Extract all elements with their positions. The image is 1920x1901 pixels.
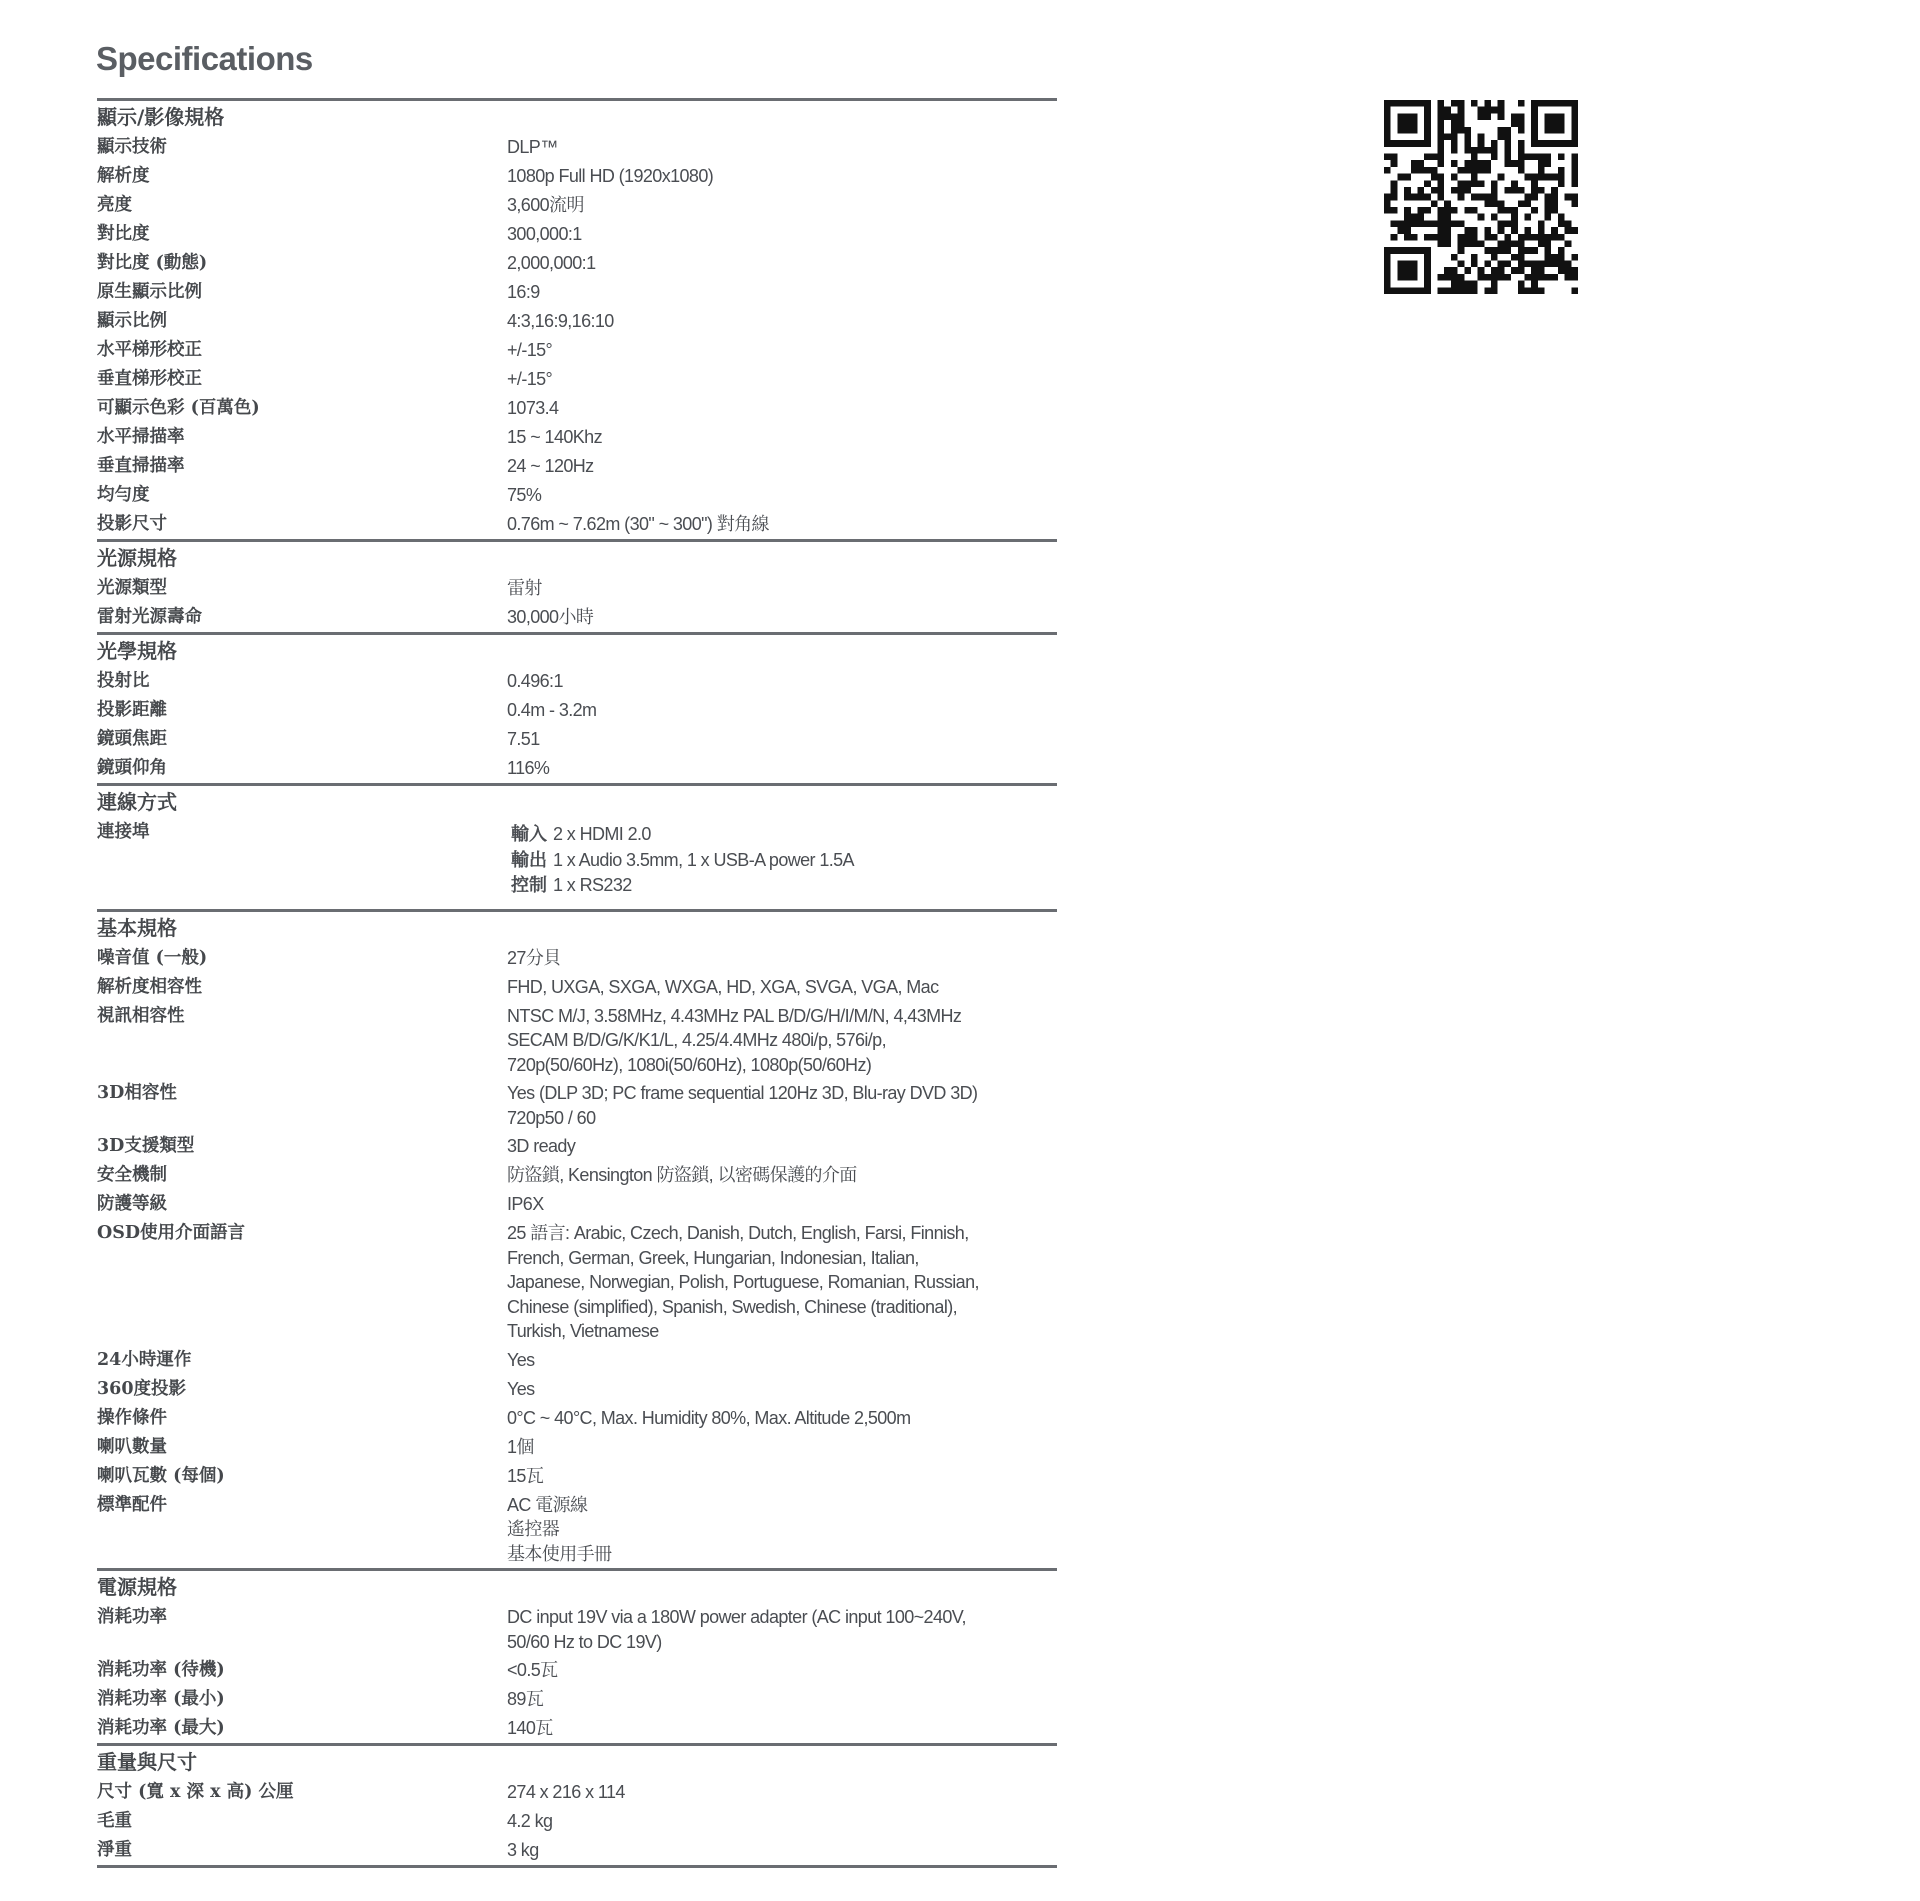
spec-row [97,1685,1057,1714]
spec-value [507,1778,1057,1807]
spec-row [97,249,1057,278]
spec-row [97,365,1057,394]
spec-section [97,635,1057,786]
spec-value [507,1132,1057,1161]
value-line: Chinese (simplified), Spanish, Swedish, Chinese (traditional), [507,1296,958,1317]
spec-row [97,423,1057,452]
spec-value [507,1433,1057,1462]
spec-value [507,452,1057,481]
spec-row [97,307,1057,336]
value-line: 27分貝 [507,947,561,968]
spec-row [97,220,1057,249]
qr-code-icon [1384,100,1578,294]
spec-value [507,365,1057,394]
spec-value [507,1375,1057,1404]
spec-row [97,336,1057,365]
spec-label: 顯示比例 [97,311,167,331]
spec-label: 喇叭瓦數 (每個) [97,1465,225,1486]
section-title: 光源規格 [97,546,177,570]
spec-label: 操作條件 [97,1407,167,1428]
value-line: FHD, UXGA, SXGA, WXGA, HD, XGA, SVGA, VGA, Mac [507,976,939,997]
spec-section [97,101,1057,542]
value-line: Yes [507,1349,535,1370]
qr-code-graphic [1384,100,1578,294]
spec-value [507,1462,1057,1491]
spec-value [507,1836,1057,1865]
spec-section [97,1571,1057,1746]
section-title: 基本規格 [97,915,177,940]
spec-row [97,162,1057,191]
value-line: 300,000:1 [507,224,582,244]
value-line: 274 x 216 x 114 [507,1782,625,1802]
spec-label: 雷射光源壽命 [97,607,202,627]
spec-section [97,542,1057,635]
spec-row [97,1778,1057,1807]
value-line: French, German, Greek, Hungarian, Indonesian, Italian, [507,1247,919,1268]
spec-section [97,786,1057,912]
port-type: 輸出 [511,849,547,871]
port-line [507,822,1057,848]
spec-label: 消耗功率 (待機) [97,1660,225,1680]
spec-row [97,452,1057,481]
spec-label: 消耗功率 (最小) [97,1689,225,1709]
spec-value [507,1404,1057,1433]
spec-row [97,944,1057,973]
spec-label: 顯示技術 [97,137,167,157]
spec-table [97,98,1057,1868]
port-type: 輸入 [511,824,547,845]
spec-row [97,1656,1057,1685]
spec-label: 視訊相容性 [97,1005,185,1026]
value-line: 1080p Full HD (1920x1080) [507,166,714,186]
spec-row [97,1132,1057,1161]
value-line: Japanese, Norwegian, Polish, Portuguese, Romanian, Russian, [507,1272,979,1292]
value-line: 89瓦 [507,1689,544,1709]
spec-row [97,1219,1057,1346]
spec-label: 喇叭數量 [97,1436,167,1457]
spec-label: 投射比 [97,671,150,691]
spec-label: 360度投影 [97,1378,187,1399]
spec-label: 對比度 (動態) [97,253,208,273]
value-line: 4:3,16:9,16:10 [507,311,614,331]
spec-value [507,667,1057,696]
value-line: 3D ready [507,1136,576,1156]
spec-label: 解析度相容性 [97,976,202,997]
spec-value [507,336,1057,365]
value-line: 16:9 [507,282,540,302]
value-line: 50/60 Hz to DC 19V) [507,1631,662,1652]
value-line: 7.51 [507,729,540,749]
spec-label: 投影距離 [97,700,167,720]
value-line: 4.2 kg [507,1811,553,1831]
spec-value [507,133,1057,162]
value-line: AC 電源線 [507,1494,588,1515]
spec-label: 亮度 [97,195,132,215]
value-line: SECAM B/D/G/K/K1/L, 4.25/4.4MHz 480i/p, 576i/p, [507,1030,886,1050]
spec-value [507,220,1057,249]
spec-label: 3D相容性 [97,1083,177,1103]
spec-value [507,1002,1057,1080]
spec-label: 鏡頭仰角 [97,758,167,778]
spec-label: 鏡頭焦距 [97,729,167,749]
spec-row [97,1375,1057,1404]
spec-value [507,1219,1057,1346]
spec-row [97,1161,1057,1190]
section-title: 電源規格 [97,1575,177,1599]
spec-value [507,1190,1057,1219]
spec-value [507,1161,1057,1190]
spec-label: 水平掃描率 [97,427,185,447]
spec-row [97,394,1057,423]
spec-row [97,1404,1057,1433]
value-line: 防盜鎖, Kensington 防盜鎖, 以密碼保護的介面 [507,1165,857,1185]
value-line: +/-15° [507,369,553,389]
value-line: 24 ~ 120Hz [507,456,594,476]
spec-value [507,481,1057,510]
spec-row [97,481,1057,510]
spec-value [507,278,1057,307]
spec-label: 安全機制 [97,1165,167,1185]
value-line: +/-15° [507,340,553,360]
spec-label: 連接埠 [97,822,150,842]
value-line: 遙控器 [507,1519,560,1539]
value-line: 720p(50/60Hz), 1080i(50/60Hz), 1080p(50/60Hz) [507,1054,872,1075]
spec-row [97,1603,1057,1656]
value-line: 0.76m ~ 7.62m (30" ~ 300") 對角線 [507,514,769,534]
value-line: 30,000小時 [507,607,594,627]
spec-value [507,423,1057,452]
spec-value [507,1685,1057,1714]
spec-label: 光源類型 [97,578,167,598]
spec-label: 均勻度 [97,485,150,505]
port-text: 1 x RS232 [553,875,632,895]
value-line: 0.4m - 3.2m [507,700,597,720]
spec-row [97,1836,1057,1865]
spec-value [507,754,1057,783]
value-line: 75% [507,485,542,505]
spec-value [507,1346,1057,1375]
spec-row [97,191,1057,220]
spec-value [507,944,1057,973]
port-line [507,873,1057,899]
spec-row [97,1433,1057,1462]
spec-value [507,696,1057,725]
value-line: 140瓦 [507,1718,553,1738]
spec-value [507,191,1057,220]
spec-row [97,1002,1057,1080]
spec-row [97,574,1057,603]
spec-label: 原生顯示比例 [97,282,202,302]
spec-section [97,1746,1057,1868]
spec-label: OSD使用介面語言 [97,1223,246,1243]
spec-row [97,725,1057,754]
spec-value [507,603,1057,632]
spec-row [97,1714,1057,1743]
value-line: NTSC M/J, 3.58MHz, 4.43MHz PAL B/D/G/H/I/M/N, 4,43MHz [507,1005,962,1026]
value-line: 25 語言: Arabic, Czech, Danish, Dutch, English, Farsi, Finnish, [507,1223,969,1243]
spec-row [97,1462,1057,1491]
spec-value [507,725,1057,754]
spec-value [507,1714,1057,1743]
spec-label: 毛重 [97,1811,132,1831]
spec-value [507,249,1057,278]
value-line: 1個 [507,1436,534,1457]
spec-label: 解析度 [97,166,150,186]
spec-label: 3D支援類型 [97,1136,195,1156]
spec-value [507,1603,1057,1656]
spec-label: 可顯示色彩 (百萬色) [97,398,260,418]
value-line: 116% [507,758,550,778]
value-line: IP6X [507,1194,544,1214]
section-title: 重量與尺寸 [97,1750,197,1774]
spec-value [507,1656,1057,1685]
spec-row [97,278,1057,307]
value-line: 0°C ~ 40°C, Max. Humidity 80%, Max. Altitude 2,500m [507,1407,911,1428]
spec-label: 防護等級 [97,1194,167,1214]
port-text: 2 x HDMI 2.0 [553,824,651,844]
spec-label: 垂直掃描率 [97,456,185,476]
spec-value [507,510,1057,539]
value-line: 3,600流明 [507,195,584,215]
value-line: 1073.4 [507,398,559,418]
spec-row [97,1346,1057,1375]
spec-row [97,133,1057,162]
section-title: 連線方式 [97,790,177,814]
spec-label: 投影尺寸 [97,514,167,534]
spec-value [507,1807,1057,1836]
spec-value [507,394,1057,423]
spec-label: 消耗功率 [97,1607,167,1627]
port-text: 1 x Audio 3.5mm, 1 x USB-A power 1.5A [553,849,854,870]
value-line: 雷射 [507,578,542,598]
spec-label: 尺寸 (寬 x 深 x 高) 公厘 [97,1782,294,1802]
spec-row [97,1807,1057,1836]
spec-label: 噪音值 (一般) [97,947,208,968]
spec-row [97,510,1057,539]
spec-row [97,818,1057,909]
spec-row [97,667,1057,696]
spec-label: 消耗功率 (最大) [97,1718,225,1738]
section-title: 光學規格 [97,639,177,663]
value-line: DC input 19V via a 180W power adapter (AC input 100~240V, [507,1607,966,1627]
value-line: <0.5瓦 [507,1660,558,1680]
section-title: 顯示/影像規格 [97,105,225,129]
spec-value [507,574,1057,603]
spec-value [507,1491,1057,1569]
spec-label: 淨重 [97,1840,132,1860]
value-line: Yes [507,1378,535,1399]
spec-value [507,307,1057,336]
spec-row [97,754,1057,783]
port-type: 控制 [511,875,547,896]
value-line: 3 kg [507,1840,539,1860]
spec-label: 垂直梯形校正 [97,369,202,389]
spec-row [97,1079,1057,1132]
spec-section [97,912,1057,1572]
spec-value [507,162,1057,191]
page-title: Specifications [96,40,313,77]
value-line: Turkish, Vietnamese [507,1321,659,1341]
value-line: 2,000,000:1 [507,253,596,273]
value-line: 基本使用手冊 [507,1543,612,1564]
value-line: 15 ~ 140Khz [507,427,602,447]
spec-row [97,603,1057,632]
spec-row [97,973,1057,1002]
value-line: 0.496:1 [507,671,563,691]
spec-label: 24小時運作 [97,1349,192,1370]
spec-value [507,1079,1057,1132]
spec-label: 水平梯形校正 [97,340,202,360]
spec-row [97,1190,1057,1219]
value-line: 15瓦 [507,1465,544,1486]
value-line: Yes (DLP 3D; PC frame sequential 120Hz 3D, Blu-ray DVD 3D) [507,1083,978,1103]
spec-label: 標準配件 [97,1494,167,1515]
spec-row [97,1491,1057,1569]
port-line [507,848,1057,874]
spec-value [507,973,1057,1002]
value-line: 720p50 / 60 [507,1107,596,1128]
value-line: DLP™ [507,137,558,157]
spec-value [507,818,1057,901]
spec-label: 對比度 [97,224,150,244]
spec-row [97,696,1057,725]
